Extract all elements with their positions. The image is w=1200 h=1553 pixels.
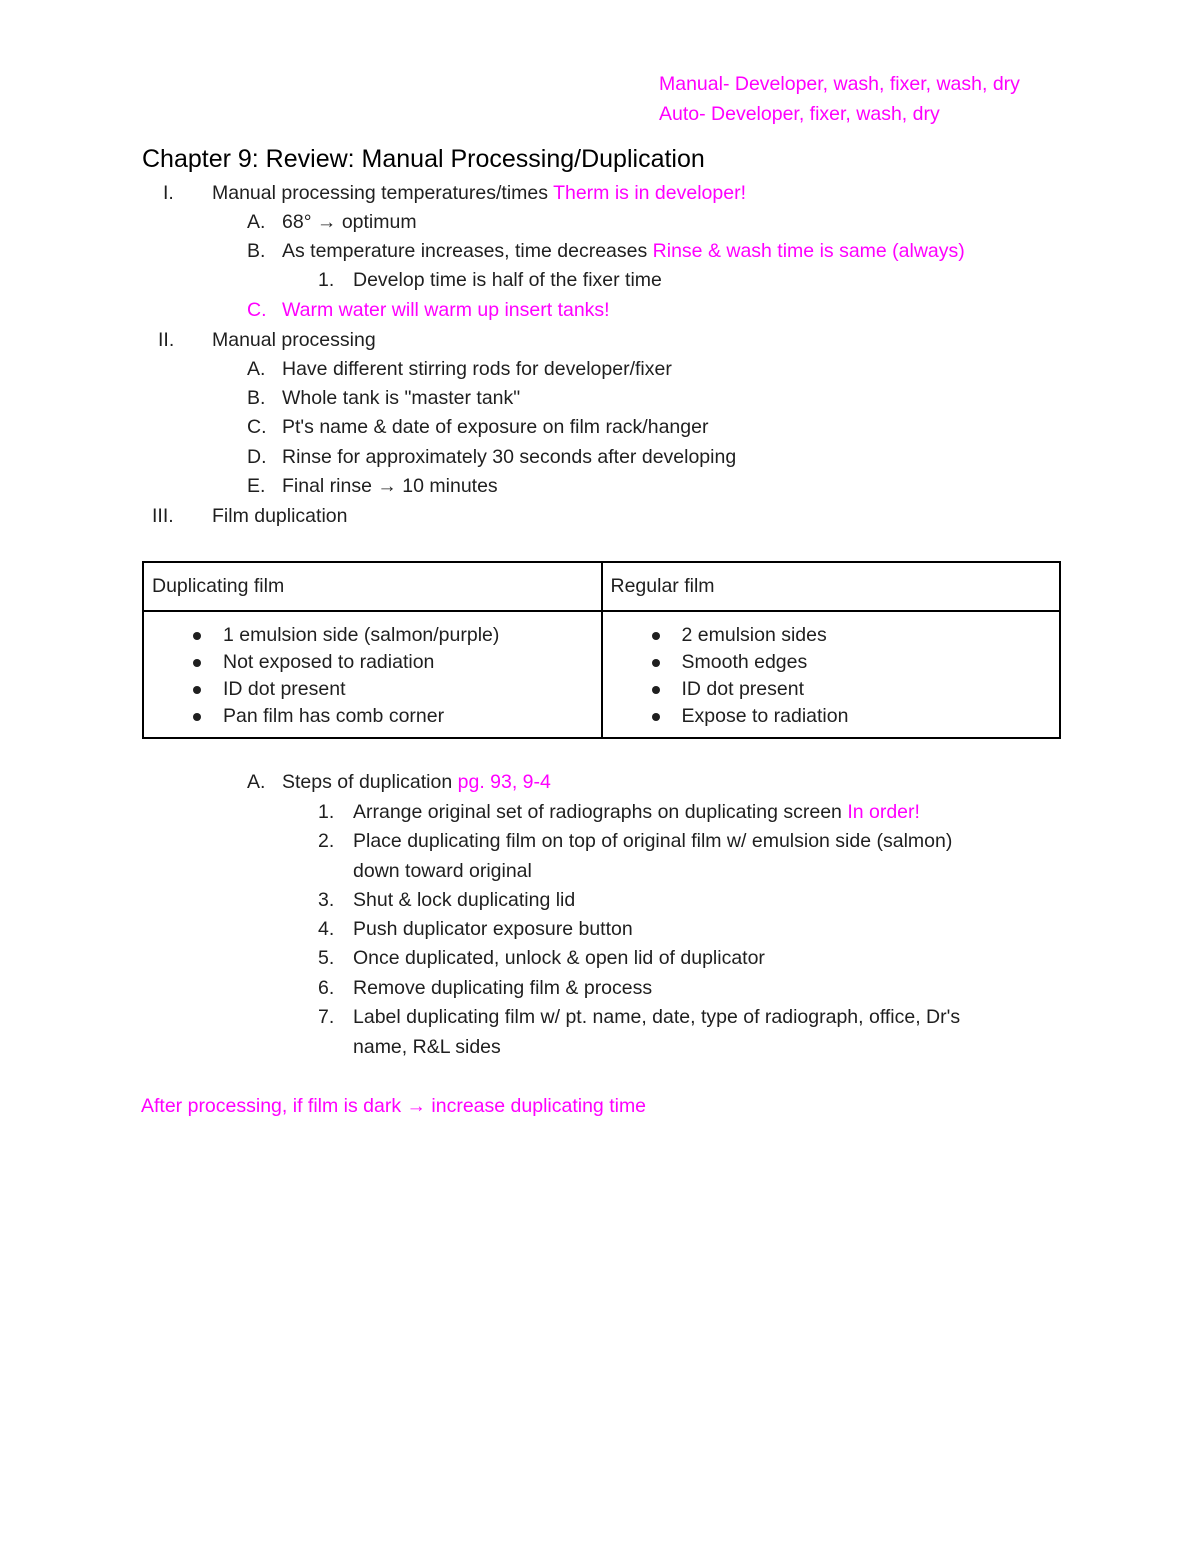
- s2-item-marker: D.: [247, 446, 267, 468]
- header-note-manual: Manual- Developer, wash, fixer, wash, dry: [659, 73, 1020, 95]
- step-marker: 2.: [318, 830, 335, 852]
- duplicating-film-list: [152, 612, 593, 730]
- s2-item-text: Whole tank is "master tank": [282, 387, 521, 409]
- step-marker: 7.: [318, 1006, 335, 1028]
- page-title: Chapter 9: Review: Manual Processing/Duplication: [142, 145, 705, 173]
- list-item-text: Pan film has comb corner: [223, 705, 445, 727]
- section-3-marker: III.: [152, 505, 174, 527]
- list-item-text: ID dot present: [681, 678, 804, 700]
- list-item: [152, 703, 593, 730]
- section-1-text: Manual processing temperatures/times: [212, 182, 548, 204]
- s2-item-marker: B.: [247, 387, 266, 409]
- steps-text: Steps of duplication: [282, 771, 453, 793]
- step-text-continued: name, R&L sides: [353, 1036, 501, 1058]
- list-item: [152, 676, 593, 703]
- list-item: [611, 649, 1052, 676]
- step-text: Remove duplicating film & process: [353, 977, 653, 999]
- regular-film-cell: [602, 611, 1061, 738]
- step-text: Label duplicating film w/ pt. name, date, type of radiograph, office, Dr's: [353, 1006, 961, 1028]
- step-text: Place duplicating film on top of original film w/ emulsion side (salmon): [353, 830, 953, 852]
- step-text: Arrange original set of radiographs on duplicating screen: [353, 801, 842, 823]
- section-2-marker: II.: [158, 329, 175, 351]
- bullet-icon: [193, 659, 201, 667]
- s1-b1-text: Develop time is half of the fixer time: [353, 269, 662, 291]
- steps-note: pg. 93, 9-4: [457, 771, 551, 793]
- s1-b-marker: B.: [247, 240, 266, 262]
- step-text: Push duplicator exposure button: [353, 918, 633, 940]
- step-1-line: [353, 803, 920, 823]
- section-2-text: Manual processing: [212, 329, 376, 351]
- s2-item-text: Pt's name & date of exposure on film rack/hanger: [282, 416, 709, 438]
- s2-item-text: Final rinse → 10 minutes: [282, 475, 498, 497]
- steps-marker: A.: [247, 771, 266, 793]
- bullet-icon: [652, 632, 660, 640]
- s2-item-marker: A.: [247, 358, 266, 380]
- list-item-text: Smooth edges: [681, 651, 808, 673]
- section-1-heading: [212, 184, 746, 204]
- list-item-text: ID dot present: [223, 678, 346, 700]
- s1-c-marker: C.: [247, 299, 267, 321]
- s1-b-line: [282, 242, 965, 262]
- step-marker: 3.: [318, 889, 335, 911]
- section-1-marker: I.: [163, 182, 174, 204]
- step-marker: 5.: [318, 947, 335, 969]
- step-marker: 1.: [318, 801, 335, 823]
- list-item-text: 1 emulsion side (salmon/purple): [223, 624, 500, 646]
- list-item: [611, 703, 1052, 730]
- list-item: [611, 676, 1052, 703]
- s1-b-note: Rinse & wash time is same (always): [652, 240, 965, 262]
- table-header-duplicating: Duplicating film: [143, 562, 602, 611]
- s2-item-text: Have different stirring rods for developer/fixer: [282, 358, 672, 380]
- s1-b1-marker: 1.: [318, 269, 335, 291]
- s1-c-text: Warm water will warm up insert tanks!: [282, 299, 610, 321]
- s1-a-text: 68° → optimum: [282, 211, 417, 233]
- s2-item-marker: C.: [247, 416, 267, 438]
- list-item: [611, 622, 1052, 649]
- s1-b-text: As temperature increases, time decreases: [282, 240, 648, 262]
- step-text-continued: down toward original: [353, 860, 532, 882]
- regular-film-list: [611, 612, 1052, 730]
- list-item-text: 2 emulsion sides: [681, 624, 827, 646]
- list-item-text: Expose to radiation: [681, 705, 849, 727]
- step-marker: 6.: [318, 977, 335, 999]
- table-header-row: [143, 562, 1060, 611]
- steps-heading: [282, 773, 551, 793]
- step-marker: 4.: [318, 918, 335, 940]
- section-1-note: Therm is in developer!: [553, 182, 746, 204]
- bullet-icon: [652, 713, 660, 721]
- bullet-icon: [193, 632, 201, 640]
- s2-item-text: Rinse for approximately 30 seconds after developing: [282, 446, 737, 468]
- duplicating-film-cell: [143, 611, 602, 738]
- step-text: Shut & lock duplicating lid: [353, 889, 576, 911]
- film-comparison-table: [142, 561, 1061, 739]
- list-item-text: Not exposed to radiation: [223, 651, 435, 673]
- header-note-auto: Auto- Developer, fixer, wash, dry: [659, 103, 940, 125]
- table-row: [143, 611, 1060, 738]
- step-note: In order!: [847, 801, 920, 823]
- list-item: [152, 622, 593, 649]
- s1-a-marker: A.: [247, 211, 266, 233]
- bullet-icon: [652, 659, 660, 667]
- footer-note: After processing, if film is dark → increase duplicating time: [141, 1095, 647, 1117]
- step-text: Once duplicated, unlock & open lid of duplicator: [353, 947, 765, 969]
- table-header-regular: Regular film: [602, 562, 1061, 611]
- bullet-icon: [193, 713, 201, 721]
- bullet-icon: [193, 686, 201, 694]
- list-item: [152, 649, 593, 676]
- section-3-text: Film duplication: [212, 505, 348, 527]
- bullet-icon: [652, 686, 660, 694]
- s2-item-marker: E.: [247, 475, 266, 497]
